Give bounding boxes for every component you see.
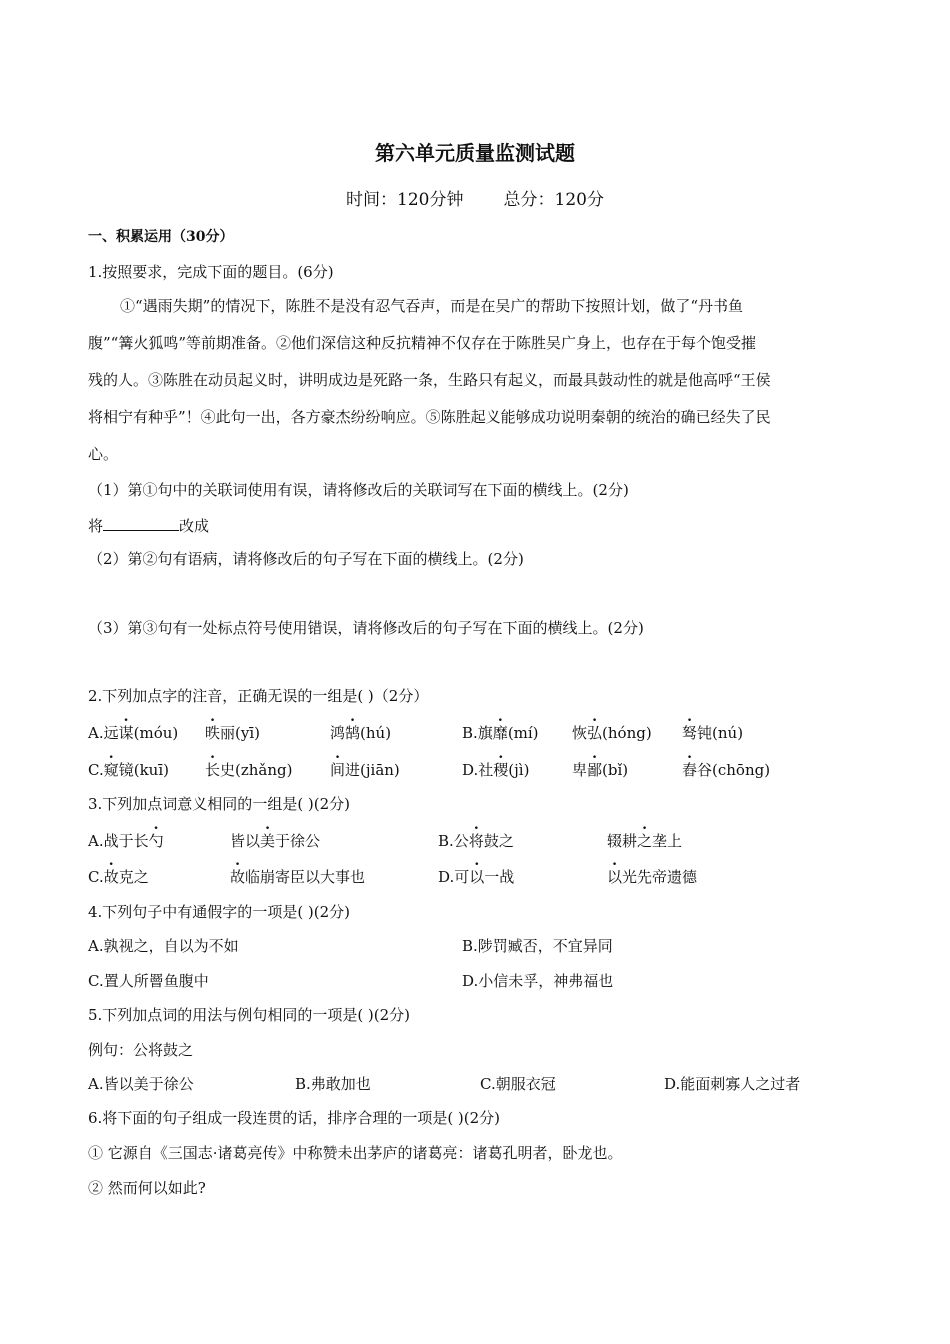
q1-passage-line: 心。 xyxy=(88,445,119,463)
q2-option-item: 恢弘(hóng) xyxy=(572,724,652,742)
q1-sub2: （2）第②句有语病，请将修改后的句子写在下面的横线上。(2分) xyxy=(88,550,524,568)
q3-option-item: 故临崩寄臣以大事也 xyxy=(230,868,366,886)
q2-option-item: 舂谷(chōng) xyxy=(682,761,771,779)
answer-blank[interactable] xyxy=(103,515,179,531)
q6-sentence: ② 然而何以如此? xyxy=(88,1179,206,1197)
q2-option-item: 驽钝(nú) xyxy=(682,724,744,742)
exam-score: 总分：120分 xyxy=(503,190,604,210)
q2-option-item: 鸿鹄(hú) xyxy=(330,724,392,742)
q5-option-d: D.能面刺寡人之过者 xyxy=(664,1075,801,1093)
q5-option-b: B.弗敢加也 xyxy=(295,1075,371,1093)
q4-option-b: B.陟罚臧否，不宜异同 xyxy=(462,937,613,955)
q2-option-item: 卑鄙(bǐ) xyxy=(572,761,629,779)
q4-option-a: A.孰视之，自以为不如 xyxy=(88,937,239,955)
q1-passage-line: ①“遇雨失期”的情况下，陈胜不是没有忍气吞声，而是在吴广的帮助下按照计划，做了“丹书鱼 xyxy=(120,297,744,315)
q2-option-item: D.社稷(jì) xyxy=(462,761,530,779)
q3-option-item: 以光先帝遗德 xyxy=(607,868,698,886)
q5-stem: 5.下列加点词的用法与例句相同的一项是( )(2分) xyxy=(88,1006,411,1024)
q6-sentence: ① 它源自《三国志·诸葛亮传》中称赞未出茅庐的诸葛亮：诸葛孔明者，卧龙也。 xyxy=(88,1144,623,1162)
q6-stem: 6.将下面的句子组成一段连贯的话，排序合理的一项是( )(2分) xyxy=(88,1109,501,1127)
q5-option-c: C.朝服衣冠 xyxy=(480,1075,556,1093)
q4-option-c: C.置人所罾鱼腹中 xyxy=(88,972,209,990)
q1-sub1: （1）第①句中的关联词使用有误，请将修改后的关联词写在下面的横线上。(2分) xyxy=(88,481,629,499)
q3-stem: 3.下列加点词意义相同的一组是( )(2分) xyxy=(88,795,351,813)
answer-prefix: 将 xyxy=(88,517,104,535)
q3-option-item: C.故克之 xyxy=(88,868,149,886)
q2-option-item: C.窥镜(kuī) xyxy=(88,761,169,779)
q1-passage-line: 腹”“篝火狐鸣”等前期准备。②他们深信这种反抗精神不仅存在于陈胜吴广身上，也存在于每个饱受摧 xyxy=(88,334,757,352)
q1-stem: 1.按照要求，完成下面的题目。(6分) xyxy=(88,263,334,281)
q1-sub3: （3）第③句有一处标点符号使用错误，请将修改后的句子写在下面的横线上。(2分) xyxy=(88,619,644,637)
q1-sub1-answer xyxy=(88,515,209,536)
q3-option-item: 皆以美于徐公 xyxy=(230,832,321,850)
q5-example: 例句：公将鼓之 xyxy=(88,1041,194,1059)
q5-option-a: A.皆以美于徐公 xyxy=(88,1075,194,1093)
q3-option-item: D.可以一战 xyxy=(438,868,515,886)
exam-meta xyxy=(0,189,950,211)
q4-option-d: D.小信未孚，神弗福也 xyxy=(462,972,614,990)
exam-time: 时间：120分钟 xyxy=(346,190,464,210)
q2-option-item: B.旗靡(mí) xyxy=(462,724,539,742)
q2-option-item: 长史(zhǎng) xyxy=(205,761,293,779)
answer-suffix: 改成 xyxy=(179,517,210,535)
q2-option-item: 昳丽(yī) xyxy=(205,724,260,742)
q2-stem: 2.下列加点字的注音，正确无误的一组是( )（2分） xyxy=(88,687,429,705)
section-heading: 一、积累运用（30分） xyxy=(88,229,234,245)
q3-option-item: 辍耕之垄上 xyxy=(607,832,683,850)
q2-option-item: 间进(jiān) xyxy=(330,761,400,779)
q3-option-item: A.战于长勺 xyxy=(88,832,164,850)
q3-option-item: B.公将鼓之 xyxy=(438,832,514,850)
q1-passage-line: 将相宁有种乎”！④此句一出，各方豪杰纷纷响应。⑤陈胜起义能够成功说明秦朝的统治的确已经失了民 xyxy=(88,408,771,426)
q4-stem: 4.下列句子中有通假字的一项是( )(2分) xyxy=(88,903,351,921)
page-title: 第六单元质量监测试题 xyxy=(375,141,575,165)
q2-option-item: A.远谋(móu) xyxy=(88,724,179,742)
q1-passage-line: 残的人。③陈胜在动员起义时，讲明成边是死路一条，生路只有起义，而最具鼓动性的就是他高呼“王侯 xyxy=(88,371,771,389)
